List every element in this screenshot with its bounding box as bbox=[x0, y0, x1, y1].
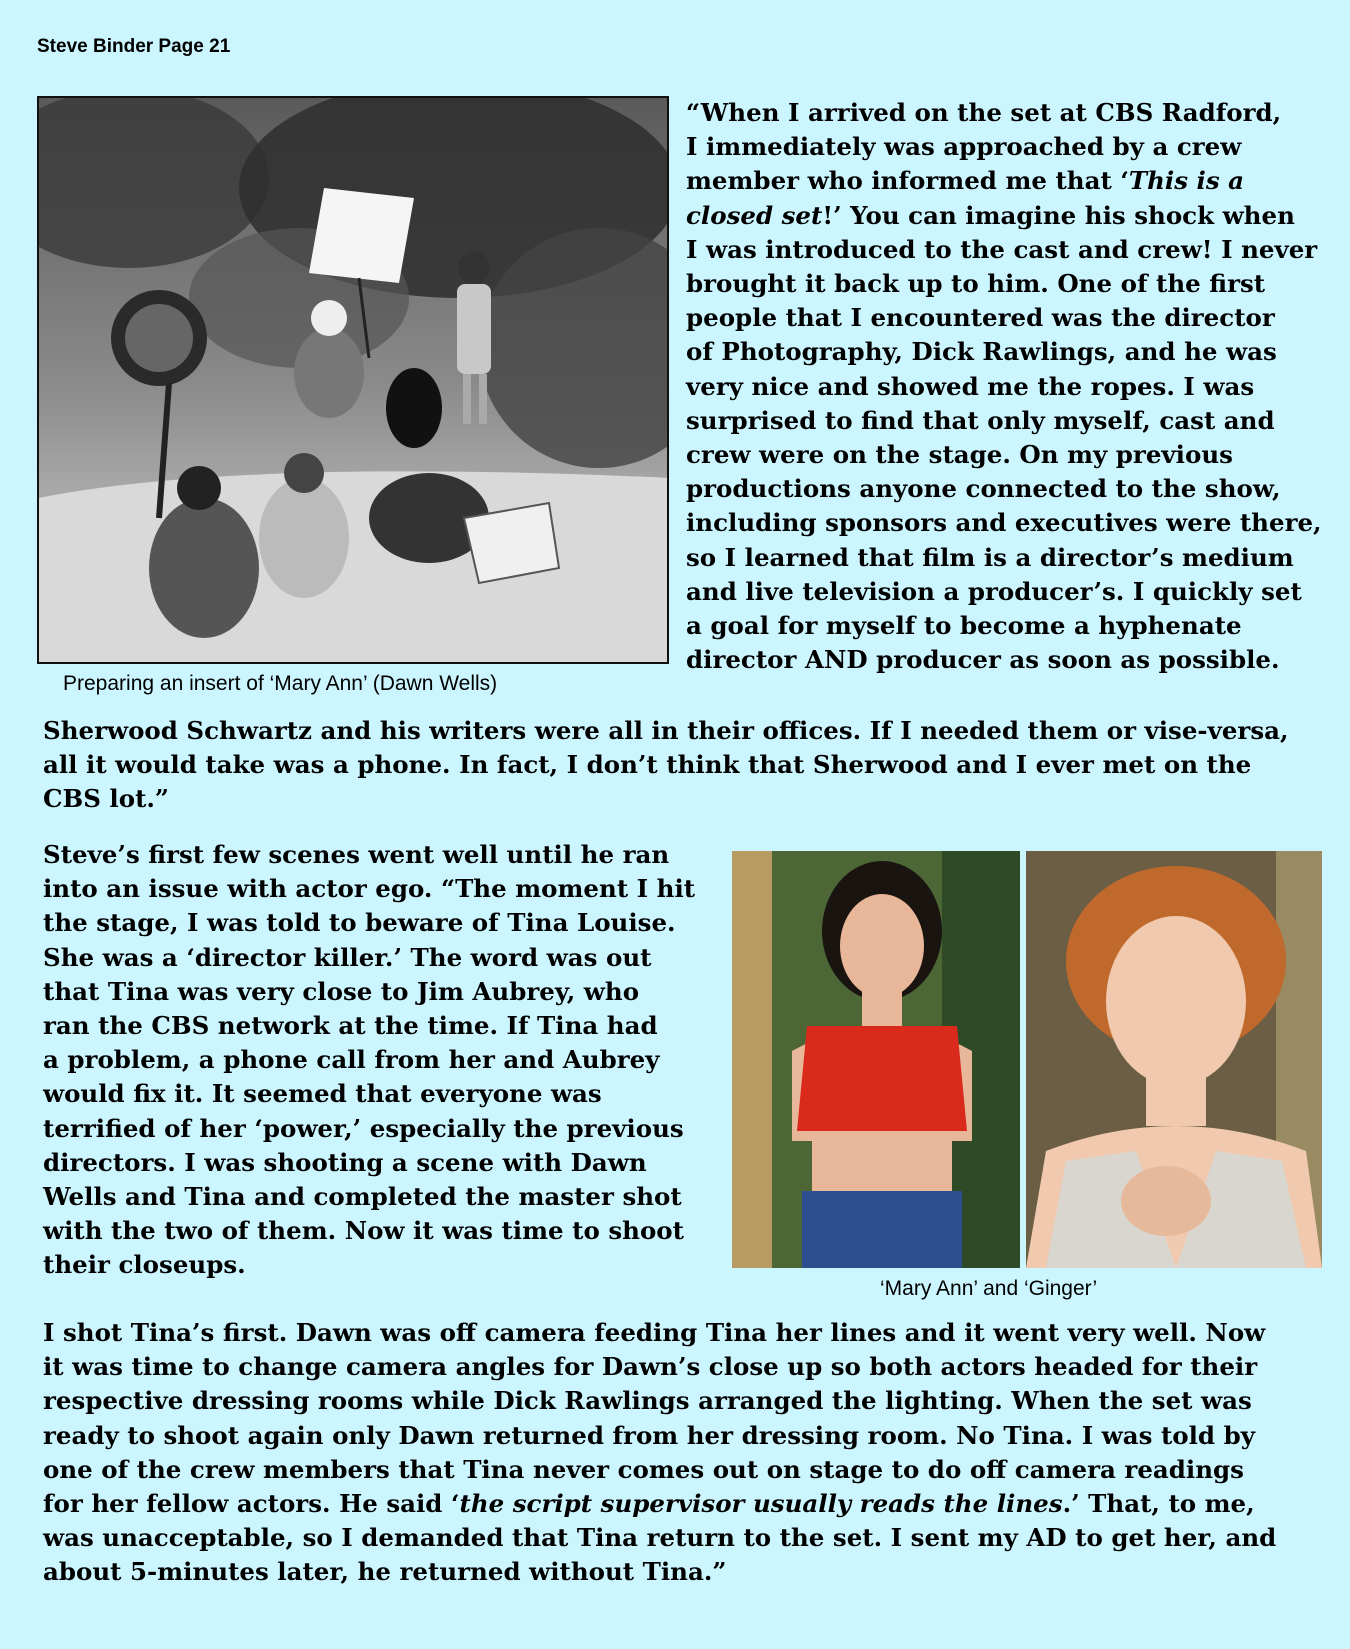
page-header: Steve Binder Page 21 bbox=[37, 36, 231, 57]
mary-ann-photo bbox=[732, 851, 1020, 1268]
paragraph-arrival: “When I arrived on the set at CBS Radford, I immediately was approached by a crew member who informed me that ‘This is a closed set!’ You can imagine his shock when I was introduced to the cast and crew! I never brought it back up to him. One of the first people that I encountered was the director of Photography, Dick Rawlings, and he was very nice and showed me the ropes. I was surprised to find that only myself, cast and crew were on the stage. On my previous productions anyone connected to the show, including sponsors and executives were there, so I learned that film is a director’s medium and live television a producer’s. I quickly set a goal for myself to become a hyphenate director AND producer as soon as possible. bbox=[686, 98, 1322, 675]
film-set-photo bbox=[37, 96, 669, 664]
paragraph-closeups: I shot Tina’s first. Dawn was off camera feeding Tina her lines and it went very well. Now it was time to change camera angles for Dawn’s close up so both actors headed for their respective dressing rooms while Dick Rawlings arranged the lighting. When the set was ready to shoot again only Dawn returned from her dressing room. No Tina. I was told by one of the crew members that Tina never comes out on stage to do off camera readings for her fellow actors. He said ‘the script supervisor usually reads the lines.’ That, to me, was unacceptable, so I demanded that Tina return to the set. I sent my AD to get her, and about 5-minutes later, he returned without Tina.” bbox=[43, 1318, 1277, 1587]
film-set-caption: Preparing an insert of ‘Mary Ann’ (Dawn Wells) bbox=[63, 672, 498, 695]
ginger-photo bbox=[1026, 851, 1322, 1268]
mary-ann-illustration bbox=[732, 851, 1020, 1268]
film-set-illustration bbox=[39, 98, 669, 664]
paragraph-actor-ego: Steve’s first few scenes went well until he ran into an issue with actor ego. “The moment I hit the stage, I was told to beware of Tina Louise. She was a ‘director killer.’ The word was out that Tina was very close to Jim Aubrey, who ran the CBS network at the time. If Tina had a problem, a phone call from her and Aubrey would fix it. It seemed that everyone was terrified of her ‘power,’ especially the previous directors. I was shooting a scene with Dawn Wells and Tina and completed the master shot with the two of them. Now it was time to shoot their closeups. bbox=[43, 840, 696, 1280]
ginger-illustration bbox=[1026, 851, 1322, 1268]
mary-ann-ginger-caption: ‘Mary Ann’ and ‘Ginger’ bbox=[880, 1277, 1098, 1300]
paragraph-writers: Sherwood Schwartz and his writers were all in their offices. If I needed them or vise-versa, all it would take was a phone. In fact, I don’t think that Sherwood and I ever met on the CBS lot.” bbox=[43, 716, 1289, 814]
